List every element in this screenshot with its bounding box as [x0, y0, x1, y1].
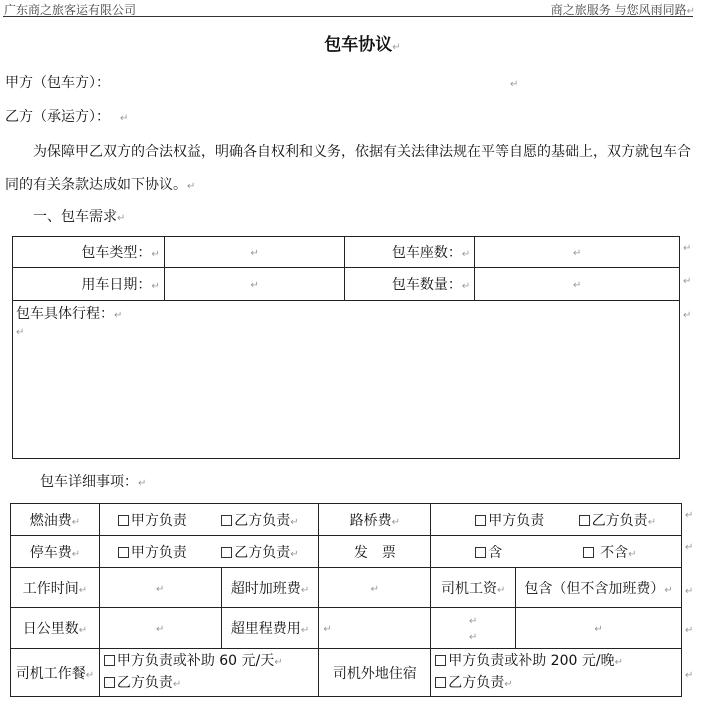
- driver-wage-value: 包含（但不含加班费）↵: [516, 568, 682, 608]
- bridge-b-option[interactable]: 乙方负责: [579, 513, 648, 529]
- bridge-toll-label: 路桥费↵: [319, 504, 431, 536]
- empty-cell: ↵: [516, 608, 682, 649]
- driver-wage-label: 司机工资↵: [431, 568, 516, 608]
- checkbox-icon[interactable]: [579, 515, 590, 526]
- intro-paragraph: 为保障甲乙双方的合法权益，明确各自权利和义务，依据有关法律法规在平等自愿的基础上，双方就包车合同的有关条款达成如下协议。↵: [5, 144, 691, 193]
- invoice-options: 含 不含↵: [431, 536, 682, 568]
- checkbox-icon[interactable]: [221, 515, 232, 526]
- parking-a-option[interactable]: 甲方负责: [118, 545, 187, 561]
- bridge-a-option[interactable]: 甲方负责: [475, 513, 544, 529]
- party-b-line: 乙方（承运方）： ↵: [5, 109, 129, 125]
- parking-label: 停车费↵: [11, 536, 100, 568]
- checkbox-icon[interactable]: [583, 547, 594, 558]
- invoice-included-option[interactable]: 含: [475, 545, 502, 561]
- checkbox-icon[interactable]: [435, 655, 446, 666]
- driver-lodging-label: 司机外地住宿: [319, 649, 431, 697]
- fuel-b-option[interactable]: 乙方负责: [221, 513, 290, 529]
- party-a-line: 甲方（包车方）： ↵: [5, 75, 519, 91]
- vehicle-type-label: 包车类型：↵: [13, 237, 165, 268]
- checkbox-icon[interactable]: [221, 547, 232, 558]
- checkbox-icon[interactable]: [435, 677, 446, 688]
- checkbox-icon[interactable]: [118, 547, 129, 558]
- row-mark: ↵: [685, 670, 694, 681]
- meal-a-option[interactable]: 甲方负责或补助 60 元/天: [104, 653, 274, 669]
- daily-km-label: 日公里数↵: [11, 608, 100, 649]
- page-header: [0, 0, 725, 17]
- seat-count-value[interactable]: ↵: [475, 237, 680, 268]
- over-km-label: 超里程费用↵: [221, 608, 319, 649]
- requirements-table: [12, 236, 680, 459]
- details-heading: 包车详细事项：↵: [40, 474, 147, 490]
- invoice-excluded-option[interactable]: 不含: [583, 545, 628, 561]
- checkbox-icon[interactable]: [475, 515, 486, 526]
- daily-km-value[interactable]: ↵: [99, 608, 221, 649]
- driver-lodging-options: 甲方负责或补助 200 元/晚↵ 乙方负责↵: [431, 649, 682, 697]
- company-name: 广东商之旅客运有限公司: [4, 3, 137, 17]
- use-date-value[interactable]: ↵: [164, 268, 345, 301]
- row-mark: ↵: [683, 243, 692, 254]
- row-mark: ↵: [685, 542, 694, 553]
- details-table: [10, 503, 682, 697]
- itinerary-cell[interactable]: 包车具体行程：↵ ↵: [13, 301, 680, 459]
- row-mark: ↵: [685, 510, 694, 521]
- driver-meal-label: 司机工作餐↵: [11, 649, 100, 697]
- header-slogan: 商之旅服务 与您风雨同路↵: [550, 3, 695, 17]
- row-mark: ↵: [683, 310, 692, 321]
- fuel-label: 燃油费↵: [11, 504, 100, 536]
- lodging-b-option[interactable]: 乙方负责: [435, 675, 504, 691]
- row-mark: ↵: [683, 276, 692, 287]
- header-divider: [3, 16, 693, 17]
- meal-b-option[interactable]: 乙方负责: [104, 675, 173, 691]
- work-time-value[interactable]: ↵: [99, 568, 221, 608]
- over-km-value[interactable]: ↵: [319, 608, 431, 649]
- checkbox-icon[interactable]: [104, 655, 115, 666]
- bridge-toll-options: 甲方负责 乙方负责↵: [431, 504, 682, 536]
- checkbox-icon[interactable]: [118, 515, 129, 526]
- invoice-label: 发 票: [319, 536, 431, 568]
- work-time-label: 工作时间↵: [11, 568, 100, 608]
- lodging-a-option[interactable]: 甲方负责或补助 200 元/晚: [435, 653, 614, 669]
- row-mark: ↵: [685, 586, 694, 597]
- overtime-label: 超时加班费↵: [221, 568, 319, 608]
- doc-title: 包车协议↵: [324, 35, 401, 55]
- row-mark: ↵: [685, 625, 694, 636]
- driver-meal-options: 甲方负责或补助 60 元/天↵ 乙方负责↵: [99, 649, 319, 697]
- use-date-label: 用车日期：↵: [13, 268, 165, 301]
- seat-count-label: 包车座数：↵: [345, 237, 475, 268]
- overtime-value[interactable]: ↵: [319, 568, 431, 608]
- parking-b-option[interactable]: 乙方负责: [221, 545, 290, 561]
- checkbox-icon[interactable]: [104, 677, 115, 688]
- parking-options: 甲方负责 乙方负责↵: [99, 536, 319, 568]
- quantity-value[interactable]: ↵: [475, 268, 680, 301]
- vehicle-type-value[interactable]: ↵: [164, 237, 345, 268]
- fuel-a-option[interactable]: 甲方负责: [118, 513, 187, 529]
- empty-cell: ↵ ↵: [431, 608, 516, 649]
- section-heading: 一、包车需求↵: [33, 209, 126, 225]
- fuel-options: 甲方负责 乙方负责↵: [99, 504, 319, 536]
- quantity-label: 包车数量：↵: [345, 268, 475, 301]
- checkbox-icon[interactable]: [475, 547, 486, 558]
